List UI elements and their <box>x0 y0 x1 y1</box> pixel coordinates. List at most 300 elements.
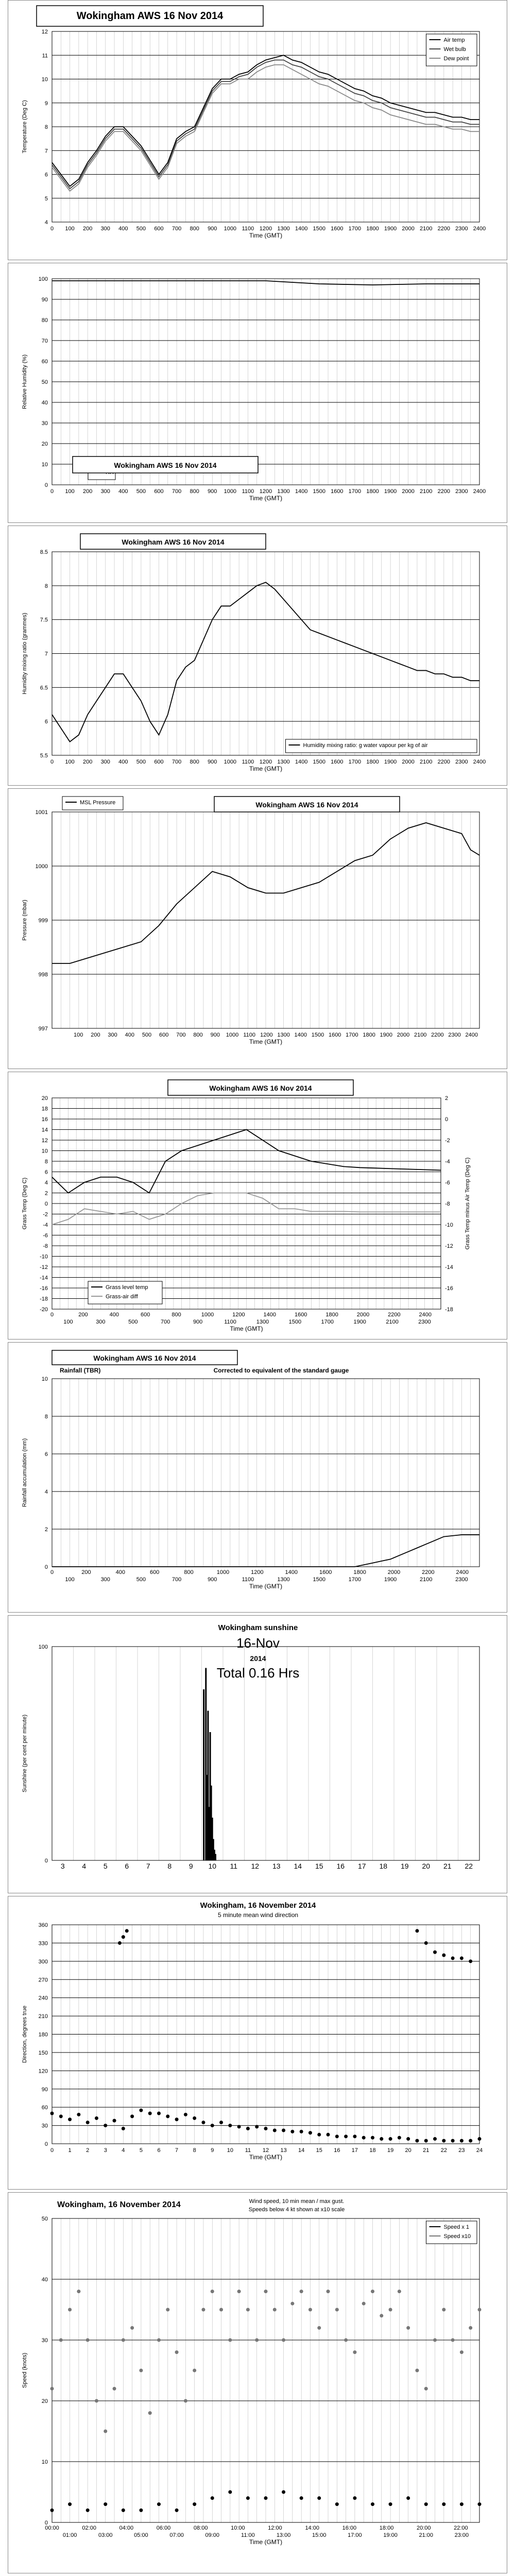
x-tick-label: 11 <box>230 1862 238 1870</box>
x-tick-label: 2400 <box>473 488 486 495</box>
x-tick-label: 200 <box>82 759 93 765</box>
data-point <box>460 2139 464 2143</box>
x-tick-label: 10 <box>208 1862 217 1870</box>
x-tick-label-bottom: 900 <box>193 1319 203 1325</box>
y-tick-label: 10 <box>41 76 48 83</box>
x-tick-label: 400 <box>118 488 128 495</box>
x-tick-label: 0 <box>50 488 54 495</box>
data-point <box>68 2117 72 2121</box>
data-point <box>228 2124 232 2127</box>
data-point <box>264 2290 268 2293</box>
y-tick-label: 6 <box>44 172 48 178</box>
data-point <box>219 2308 223 2312</box>
x-tick-label-top: 06:00 <box>156 2525 171 2531</box>
y-tick-label: 14 <box>41 1127 48 1133</box>
y-axis-label: Pressure (mbar) <box>22 900 28 941</box>
x-tick-label: 16 <box>334 2147 340 2154</box>
y-tick-label: 7.5 <box>40 617 48 623</box>
y-tick-label: 8.5 <box>40 549 48 555</box>
x-tick-label-bottom: 23:00 <box>454 2532 469 2538</box>
x-tick-label: 2300 <box>455 488 468 495</box>
data-point <box>424 2139 428 2143</box>
y-axis-label: Sunshine (per cent per minute) <box>22 1714 28 1793</box>
x-tick-label: 600 <box>154 226 164 232</box>
x-tick-label-top: 02:00 <box>82 2525 96 2531</box>
data-point <box>317 2496 321 2500</box>
x-tick-label: 600 <box>154 759 164 765</box>
x-tick-label-bottom: 1100 <box>242 1577 254 1583</box>
x-axis-label: Time (GMT) <box>249 765 283 772</box>
x-tick-label: 1200 <box>259 226 272 232</box>
x-tick-label: 21 <box>443 1862 452 1870</box>
x-tick-label-top: 2400 <box>456 1569 469 1575</box>
x-tick-label: 1200 <box>259 488 272 495</box>
y-tick-label: 8 <box>44 124 48 130</box>
data-point <box>95 2399 98 2403</box>
x-tick-label: 9 <box>211 2147 214 2154</box>
x-tick-label-top: 400 <box>109 1312 119 1318</box>
data-point <box>442 2139 445 2143</box>
x-tick-label: 22 <box>440 2147 447 2154</box>
data-point <box>469 2139 472 2143</box>
chart-rainfall <box>8 1342 507 1613</box>
data-point <box>344 2338 348 2342</box>
chart-wind-speed <box>8 2192 507 2573</box>
chart-humidity <box>8 263 507 523</box>
y-tick-label: 6 <box>44 1169 48 1176</box>
data-point <box>95 2116 98 2120</box>
x-tick-label: 2000 <box>397 1032 410 1038</box>
y-axis-label: Relative Humidity (%) <box>22 354 28 409</box>
y-tick-label: 1000 <box>35 863 48 870</box>
x-tick-label-bottom: 1100 <box>224 1319 236 1325</box>
chart-pressure <box>8 788 507 1069</box>
x-tick-label-top: 1600 <box>294 1312 307 1318</box>
data-point <box>122 2509 125 2512</box>
x-tick-label: 600 <box>154 488 164 495</box>
x-tick-label: 1400 <box>295 759 308 765</box>
chart-subtitle: 5 minute mean wind direction <box>217 1911 299 1919</box>
x-tick-label: 0 <box>50 226 54 232</box>
y-tick-label: 11 <box>42 53 48 59</box>
x-tick-label: 400 <box>125 1032 134 1038</box>
x-tick-label-bottom: 500 <box>128 1319 138 1325</box>
x-tick-label-bottom: 2300 <box>455 1577 468 1583</box>
chart-subtitle: Wind speed, 10 min mean / max gust. <box>249 2198 345 2205</box>
y-tick-label: 10 <box>41 462 48 468</box>
y-right-tick-label: -12 <box>445 1243 453 1249</box>
data-point <box>59 2338 63 2342</box>
y-right-tick-label: 0 <box>445 1116 449 1123</box>
data-point <box>335 2134 339 2138</box>
x-axis-label: Time (GMT) <box>249 1038 283 1045</box>
x-tick-label-top: 200 <box>78 1312 88 1318</box>
x-tick-label-bottom: 11:00 <box>241 2532 255 2538</box>
data-point <box>406 2496 410 2500</box>
x-tick-label: 7 <box>175 2147 179 2154</box>
x-tick-label-bottom: 03:00 <box>98 2532 113 2538</box>
y-tick-label: 50 <box>41 379 48 385</box>
x-tick-label: 500 <box>136 226 146 232</box>
legend-label: Humidity mixing ratio: g water vapour per kg of air <box>303 742 428 749</box>
y-tick-label: -12 <box>40 1264 48 1270</box>
data-point <box>211 2496 214 2500</box>
y-tick-label: 1001 <box>35 809 48 816</box>
data-point <box>193 2369 196 2372</box>
y-tick-label: -8 <box>43 1243 48 1249</box>
x-tick-label: 1300 <box>277 226 290 232</box>
x-axis-label: Time (GMT) <box>249 1583 283 1590</box>
y-tick-label: 0 <box>44 2141 48 2147</box>
x-tick-label: 1100 <box>242 488 254 495</box>
x-tick-label: 100 <box>65 226 75 232</box>
x-tick-label: 1500 <box>313 226 325 232</box>
y-right-tick-label: -14 <box>445 1264 453 1270</box>
x-tick-label: 1600 <box>331 488 344 495</box>
data-point <box>211 2124 214 2127</box>
data-point <box>166 2114 169 2118</box>
y-tick-label: 12 <box>41 1138 48 1144</box>
x-tick-label: 16 <box>336 1862 345 1870</box>
x-tick-label: 2000 <box>402 226 415 232</box>
chart-mixing-ratio <box>8 526 507 786</box>
x-tick-label-top: 600 <box>141 1312 150 1318</box>
x-tick-label-top: 1600 <box>319 1569 332 1575</box>
data-point <box>327 2290 330 2293</box>
y-tick-label: 30 <box>41 2337 48 2344</box>
x-tick-label: 800 <box>190 488 199 495</box>
y-axis-label: Temperature (Deg C) <box>22 100 28 154</box>
y-tick-label: 8 <box>44 1414 48 1420</box>
y-tick-label: 20 <box>41 441 48 447</box>
x-tick-label: 13 <box>280 2147 287 2154</box>
x-tick-label-top: 1800 <box>325 1312 338 1318</box>
x-tick-label: 13 <box>272 1862 281 1870</box>
x-tick-label-bottom: 100 <box>65 1577 75 1583</box>
x-tick-label: 3 <box>104 2147 107 2154</box>
x-tick-label-top: 1000 <box>216 1569 230 1575</box>
x-tick-label-top: 22:00 <box>454 2525 468 2531</box>
data-point <box>59 2114 63 2118</box>
data-point <box>139 2369 143 2372</box>
x-tick-label: 20 <box>405 2147 411 2154</box>
data-point <box>228 2338 232 2342</box>
y-tick-label: 0 <box>44 1201 48 1207</box>
y-tick-label: 6.5 <box>40 685 48 691</box>
x-tick-label-bottom: 1300 <box>256 1319 269 1325</box>
data-point <box>451 1956 455 1960</box>
x-tick-label: 900 <box>208 488 217 495</box>
y-tick-label: 9 <box>44 100 48 107</box>
x-tick-label: 1000 <box>226 1032 239 1038</box>
x-tick-label: 23 <box>458 2147 465 2154</box>
y-right-tick-label: -4 <box>445 1159 450 1165</box>
x-tick-label-top: 200 <box>81 1569 91 1575</box>
y-axis-label: Speed (knots) <box>22 2352 28 2388</box>
x-tick-label: 1500 <box>313 488 325 495</box>
x-tick-label: 15 <box>316 2147 322 2154</box>
x-tick-label-top: 2200 <box>388 1312 401 1318</box>
data-point <box>290 2130 294 2133</box>
y-tick-label: -14 <box>40 1275 48 1281</box>
x-tick-label: 500 <box>136 488 146 495</box>
chart-temperature <box>8 0 507 260</box>
bar <box>203 1689 204 1860</box>
chart-title: Wokingham AWS 16 Nov 2014 <box>76 10 224 22</box>
data-point <box>282 2129 285 2132</box>
y-tick-label: -4 <box>43 1222 48 1228</box>
data-point <box>442 2502 445 2506</box>
legend <box>426 34 477 66</box>
data-point <box>335 2308 339 2312</box>
x-tick-label-bottom: 1700 <box>321 1319 334 1325</box>
y-right-tick-label: -8 <box>445 1201 450 1207</box>
chart-title: Wokingham AWS 16 Nov 2014 <box>93 1354 196 1362</box>
data-point <box>113 2119 116 2123</box>
y-tick-label: 20 <box>41 1095 48 1101</box>
x-tick-label: 1200 <box>260 1032 273 1038</box>
data-point <box>433 2338 437 2342</box>
data-point <box>389 2502 392 2506</box>
x-tick-label: 1000 <box>224 759 237 765</box>
y-axis-label: Grass Temp (Deg C) <box>22 1177 28 1230</box>
x-tick-label-bottom: 1500 <box>313 1577 325 1583</box>
data-point <box>380 2137 383 2141</box>
x-tick-label: 4 <box>122 2147 125 2154</box>
chart-title: Wokingham AWS 16 Nov 2014 <box>114 461 217 469</box>
data-point <box>371 2290 374 2293</box>
data-point <box>104 2502 107 2506</box>
data-point <box>451 2338 455 2342</box>
data-point <box>362 2302 366 2306</box>
x-tick-label-bottom: 1900 <box>353 1319 366 1325</box>
x-tick-label: 2200 <box>437 226 451 232</box>
chart-title: Wokingham, 16 November 2014 <box>200 1901 316 1910</box>
x-tick-label-top: 1200 <box>232 1312 245 1318</box>
x-tick-label: 400 <box>118 759 128 765</box>
x-tick-label: 2100 <box>420 759 433 765</box>
x-tick-label: 1600 <box>331 226 344 232</box>
x-tick-label: 300 <box>108 1032 117 1038</box>
data-point <box>300 2130 303 2133</box>
y-tick-label: 997 <box>38 1026 48 1032</box>
x-tick-label-bottom: 01:00 <box>62 2532 77 2538</box>
x-tick-label-bottom: 100 <box>63 1319 73 1325</box>
data-point <box>130 2326 134 2330</box>
x-tick-label-top: 00:00 <box>45 2525 59 2531</box>
data-point <box>118 1941 122 1945</box>
data-point <box>300 2496 303 2500</box>
data-point <box>282 2338 285 2342</box>
y-tick-label: 5 <box>44 195 48 202</box>
x-tick-label-bottom: 700 <box>161 1319 170 1325</box>
x-tick-label: 1600 <box>328 1032 341 1038</box>
data-point <box>415 2139 419 2143</box>
data-point <box>424 1941 428 1945</box>
y-axis-label: Rainfall accumulation (mm) <box>22 1438 28 1507</box>
legend-label: Dew point <box>443 56 469 62</box>
data-point <box>478 2308 482 2312</box>
x-tick-label-bottom: 1700 <box>348 1577 362 1583</box>
chart-date: 16-Nov <box>236 1635 280 1651</box>
x-tick-label: 1300 <box>277 488 290 495</box>
y-right-tick-label: 2 <box>445 1095 449 1101</box>
x-tick-label: 1400 <box>295 226 308 232</box>
data-point <box>50 2509 54 2512</box>
x-tick-label: 1100 <box>242 226 254 232</box>
legend <box>426 2221 477 2244</box>
x-tick-label-top: 0 <box>50 1312 54 1318</box>
x-tick-label-top: 1400 <box>263 1312 277 1318</box>
x-tick-label: 2300 <box>448 1032 461 1038</box>
x-axis-label: Time (GMT) <box>249 2154 283 2161</box>
x-tick-label-bottom: 1500 <box>288 1319 302 1325</box>
x-tick-label-bottom: 13:00 <box>276 2532 291 2538</box>
y-tick-label: 40 <box>41 2277 48 2283</box>
y-tick-label: 90 <box>41 2086 48 2093</box>
x-tick-label-top: 0 <box>50 1569 54 1575</box>
data-point <box>193 2502 196 2506</box>
data-point <box>86 2338 90 2342</box>
data-point <box>282 2490 285 2494</box>
x-tick-label-top: 18:00 <box>379 2525 394 2531</box>
x-tick-label-top: 1800 <box>353 1569 366 1575</box>
x-tick-label: 600 <box>159 1032 169 1038</box>
x-tick-label-bottom: 07:00 <box>169 2532 184 2538</box>
data-point <box>125 1929 129 1933</box>
data-point <box>175 2350 179 2354</box>
y-tick-label: 10 <box>41 2459 48 2465</box>
data-point <box>362 2136 366 2140</box>
data-point <box>122 1935 125 1939</box>
y-tick-label: 70 <box>41 338 48 344</box>
data-point <box>264 2127 268 2130</box>
x-tick-label-top: 12:00 <box>268 2525 282 2531</box>
y-tick-label: 120 <box>38 2068 48 2075</box>
y-tick-label: 7 <box>44 651 48 657</box>
x-tick-label-bottom: 19:00 <box>383 2532 398 2538</box>
x-tick-label: 100 <box>65 759 75 765</box>
x-tick-label: 6 <box>157 2147 161 2154</box>
y-tick-label: 270 <box>38 1977 48 1984</box>
x-tick-label-top: 600 <box>150 1569 160 1575</box>
data-point <box>139 2109 143 2112</box>
legend-label: MSL Pressure <box>80 800 116 806</box>
x-tick-label: 1700 <box>346 1032 358 1038</box>
data-point <box>406 2326 410 2330</box>
x-tick-label-top: 20:00 <box>416 2525 431 2531</box>
x-axis-label: Time (GMT) <box>249 2538 283 2546</box>
data-point <box>237 2125 241 2128</box>
legend <box>286 739 477 753</box>
data-point <box>175 2509 179 2512</box>
chart-title: Wokingham AWS 16 Nov 2014 <box>122 538 225 546</box>
x-tick-label: 14 <box>294 1862 302 1870</box>
y-tick-label: -16 <box>40 1285 48 1292</box>
x-tick-label-bottom: 2100 <box>386 1319 399 1325</box>
x-tick-label: 1700 <box>348 488 362 495</box>
x-tick-label: 17 <box>351 2147 358 2154</box>
data-point <box>317 2326 321 2330</box>
x-tick-label-bottom: 17:00 <box>348 2532 362 2538</box>
x-tick-label: 7 <box>146 1862 150 1870</box>
y-tick-label: 10 <box>41 1148 48 1155</box>
x-tick-label: 17 <box>357 1862 366 1870</box>
y-tick-label: 6 <box>44 719 48 725</box>
x-tick-label: 500 <box>142 1032 152 1038</box>
x-tick-label-top: 2400 <box>419 1312 432 1318</box>
x-axis-label: Time (GMT) <box>249 495 283 502</box>
bar <box>215 1854 216 1860</box>
data-point <box>50 2387 54 2391</box>
y-tick-label: 30 <box>41 420 48 427</box>
x-tick-label: 14 <box>298 2147 305 2154</box>
x-tick-label: 15 <box>315 1862 323 1870</box>
x-tick-label: 1500 <box>311 1032 324 1038</box>
x-tick-label: 1800 <box>366 488 379 495</box>
data-point <box>308 2308 312 2312</box>
x-tick-label: 18 <box>379 1862 388 1870</box>
x-tick-label-top: 1400 <box>285 1569 298 1575</box>
x-tick-label: 2000 <box>402 759 415 765</box>
x-tick-label: 5 <box>139 2147 143 2154</box>
data-point <box>442 2308 445 2312</box>
x-tick-label: 2400 <box>473 759 486 765</box>
data-point <box>478 2137 482 2141</box>
data-point <box>201 2121 205 2124</box>
legend-label: Grass-air diff <box>106 1294 138 1300</box>
y-tick-label: 4 <box>44 1489 48 1495</box>
chart-subtitle-2: Speeds below 4 kt shown at x10 scale <box>248 2207 345 2213</box>
x-tick-label-top: 400 <box>115 1569 125 1575</box>
data-point <box>130 2114 134 2118</box>
x-tick-label: 900 <box>210 1032 220 1038</box>
x-tick-label-top: 14:00 <box>305 2525 319 2531</box>
y-tick-label: 18 <box>41 1106 48 1112</box>
x-tick-label: 1900 <box>384 759 397 765</box>
y-tick-label: 60 <box>41 359 48 365</box>
y-tick-label: 8 <box>44 1159 48 1165</box>
y-tick-label: 300 <box>38 1958 48 1965</box>
data-point <box>389 2308 392 2312</box>
x-tick-label: 800 <box>193 1032 203 1038</box>
data-point <box>157 2111 161 2115</box>
x-tick-label: 21 <box>423 2147 430 2154</box>
legend-label: Speed x 1 <box>443 2224 470 2230</box>
data-point <box>460 1956 464 1960</box>
x-tick-label: 1400 <box>295 488 308 495</box>
legend-label: Wet bulb <box>443 46 466 53</box>
x-tick-label: 1 <box>68 2147 72 2154</box>
x-tick-label-bottom: 09:00 <box>205 2532 220 2538</box>
x-tick-label: 5 <box>103 1862 108 1870</box>
data-point <box>211 2290 214 2293</box>
y-tick-label: 4 <box>44 219 48 226</box>
x-tick-label: 8 <box>167 1862 172 1870</box>
y-tick-label: 80 <box>41 317 48 324</box>
data-point <box>184 2399 187 2403</box>
data-point <box>77 2290 80 2293</box>
x-tick-label: 700 <box>171 488 182 495</box>
x-tick-label: 1900 <box>380 1032 393 1038</box>
x-tick-label: 1000 <box>224 488 237 495</box>
x-tick-label: 1800 <box>366 759 379 765</box>
x-tick-label: 2100 <box>420 488 433 495</box>
chart-title: Wokingham AWS 16 Nov 2014 <box>255 801 358 809</box>
y-tick-label: 40 <box>41 400 48 406</box>
y-tick-label: -20 <box>40 1307 48 1313</box>
y-tick-label: 6 <box>44 1451 48 1458</box>
